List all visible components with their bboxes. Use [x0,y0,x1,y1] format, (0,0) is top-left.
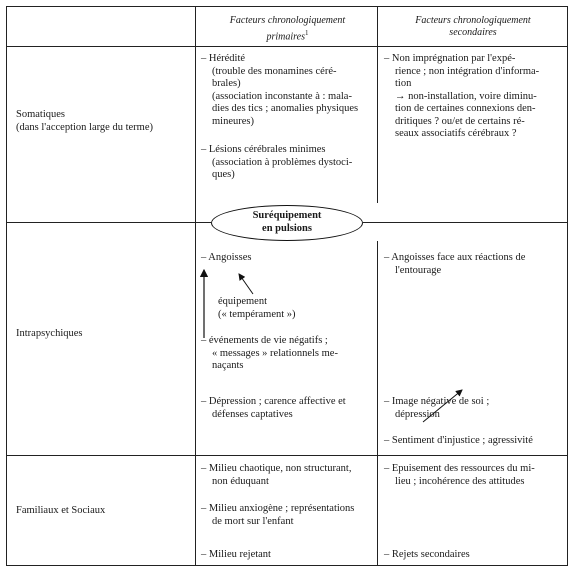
image-line: dépression [395,408,440,420]
heredity-line: brales) [212,78,241,89]
family-primary-3: – Milieu rejetant [201,549,271,560]
family-line: – Milieu chaotique, non structurant, [201,463,352,474]
image-line: – Image négative de soi ; [384,396,490,407]
family-secondary-line: lieu ; incohérence des attitudes [395,475,525,487]
heredity-line: mineures) [212,115,254,127]
header-col-secondary-line1: Facteurs chronologiquement [415,15,531,26]
secondary-line: seaux associatifs cérébraux ? [395,128,517,139]
header-col-secondary-line2: secondaires [449,27,497,38]
row-label-family-title: Familiaux et Sociaux [16,505,106,516]
secondary-line: → non-installation, voire diminu- [395,90,537,102]
equipement-line: équipement [218,296,267,307]
secondary-angoisses-line: l'entourage [395,264,442,276]
central-oval-line2: en pulsions [262,223,312,234]
secondary-line: – Non imprégnation par l'expé- [384,53,516,64]
family-line: non éduquant [212,475,269,487]
intra-secondary-injustice: – Sentiment d'injustice ; agressivité [384,435,533,446]
footnote-marker: 1 [305,29,309,37]
depression-line: défenses captatives [212,408,293,420]
brain-lesions-line: (association à problèmes dystoci- [212,156,353,168]
family-line: – Milieu anxiogène ; représentations [201,503,355,514]
row-label-intrapsychic-title: Intrapsychiques [16,328,83,339]
brain-lesions-line: ques) [212,169,235,180]
heredity-item: – Hérédité [201,53,246,64]
heredity-line: dies des tics ; anomalies physiques [212,103,359,114]
central-oval-line1: Suréquipement [252,210,322,221]
heredity-line: (trouble des monamines céré- [212,65,337,77]
events-line: « messages » relationnels me- [212,347,338,359]
family-secondary-line: – Epuisement des ressources du mi- [384,463,535,474]
secondary-line: tion [395,78,412,89]
depression-line: – Dépression ; carence affective et [201,396,346,407]
intra-angoisses: – Angoisses [201,252,252,263]
events-line: – événements de vie négatifs ; [201,335,328,346]
events-line: naçants [212,360,244,371]
equipement-line: (« tempérament ») [218,308,296,320]
row-label-somatic-title: Somatiques [16,109,65,120]
arrow-equipement-to-angoisses [239,274,253,294]
row-label-somatic-sub: (dans l'acception large du terme) [16,121,153,133]
secondary-line: dritiques ? ou/et de certains ré- [395,115,525,127]
brain-lesions-item: – Lésions cérébrales minimes [201,144,326,155]
arrow-depression-to-image [423,390,462,422]
heredity-line: (association inconstante à : mala- [212,90,352,102]
header-col-primary-word: primaires [266,31,306,43]
secondary-line: tion de certaines connexions den- [395,103,536,114]
family-secondary-2: – Rejets secondaires [384,549,470,560]
family-line: de mort sur l'enfant [212,515,294,527]
header-col-primary-line1: Facteurs chronologiquement [229,15,346,26]
secondary-line: rience ; non intégration d'informa- [395,65,540,77]
secondary-angoisses-line: – Angoisses face aux réactions de [384,252,526,263]
